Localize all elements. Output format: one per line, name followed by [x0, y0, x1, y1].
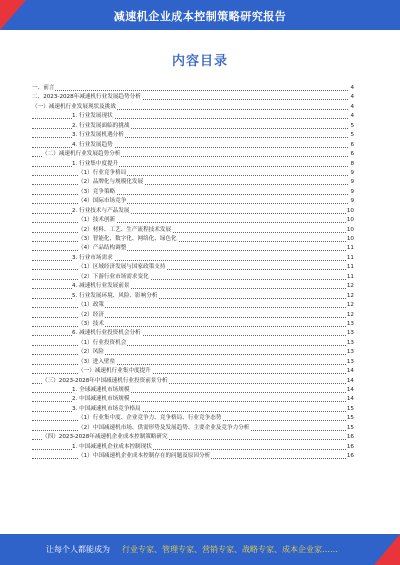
toc-entry-text: 一、前言	[32, 85, 55, 91]
toc-entry-page: 12	[346, 311, 354, 320]
toc-entry-page: 12	[346, 282, 354, 291]
toc-entry[interactable]	[32, 207, 354, 216]
toc-entry-page: 6	[349, 150, 354, 159]
footer-bar	[0, 534, 400, 565]
toc-entry-page: 8	[349, 160, 354, 169]
toc-heading: 内容目录	[171, 54, 228, 69]
toc-entry[interactable]	[32, 395, 354, 404]
toc-entry-page: 9	[349, 169, 354, 178]
table-of-contents	[32, 84, 354, 462]
toc-entry-text: 5. 行业发展环境、风险、影响分析	[72, 292, 158, 299]
toc-entry-page: 15	[346, 424, 354, 433]
toc-entry-page: 13	[346, 329, 354, 338]
toc-entry-page: 4	[349, 84, 354, 93]
toc-entry[interactable]	[32, 254, 354, 263]
toc-entry[interactable]	[32, 103, 354, 112]
toc-entry-page: 15	[346, 414, 354, 423]
toc-entry[interactable]	[32, 358, 354, 367]
toc-entry[interactable]	[32, 150, 354, 159]
toc-entry-text: （3）智能化、数字化、网络化、绿色化	[78, 236, 177, 242]
header-bar	[0, 0, 400, 30]
toc-entry-text: 3. 行业发展机遇分析	[72, 132, 124, 139]
toc-entry-page: 4	[349, 112, 354, 121]
toc-entry-page: 13	[346, 339, 354, 348]
toc-entry-page: 11	[346, 244, 354, 253]
toc-entry[interactable]	[32, 414, 354, 423]
toc-entry-page: 12	[346, 292, 354, 301]
toc-entry-text: （4）国际市场竞争	[78, 198, 127, 205]
toc-entry[interactable]	[32, 188, 354, 197]
toc-entry-text: （1）技术创新	[78, 217, 116, 224]
toc-entry[interactable]	[32, 292, 354, 301]
toc-entry[interactable]	[32, 377, 354, 386]
toc-entry-text: （3）竞争策略	[78, 188, 116, 195]
toc-entry[interactable]	[32, 160, 354, 169]
toc-entry[interactable]	[32, 244, 354, 253]
toc-entry[interactable]	[32, 443, 354, 452]
toc-entry-page: 6	[349, 141, 354, 150]
toc-entry[interactable]	[32, 320, 354, 329]
toc-entry-text: 1. 行业发展现状	[72, 113, 113, 120]
toc-entry-text: （1）中国减速机企业成本控制存在的问题及原因分析	[78, 453, 211, 460]
toc-entry[interactable]	[32, 131, 354, 140]
toc-entry-page: 10	[346, 216, 354, 225]
toc-entry[interactable]	[32, 216, 354, 225]
toc-leader	[32, 90, 354, 91]
toc-entry-page: 11	[346, 254, 354, 263]
toc-entry[interactable]	[32, 263, 354, 272]
toc-entry[interactable]	[32, 348, 354, 357]
toc-entry[interactable]	[32, 273, 354, 282]
toc-entry[interactable]	[32, 405, 354, 414]
toc-entry-page: 16	[346, 433, 354, 442]
toc-entry-text: （1）区域经济发展与国家政策支持	[78, 264, 166, 271]
toc-entry-text: 二、2023-2028年减速机行业发展趋势分析	[32, 94, 141, 101]
toc-entry-page: 14	[346, 395, 354, 404]
toc-entry[interactable]	[32, 141, 354, 150]
toc-entry-text: 2. 行业技术与产品发展	[72, 207, 130, 214]
toc-entry-page: 16	[346, 452, 354, 461]
toc-entry-page: 10	[346, 235, 354, 244]
footer-slogan: 让每个人都能成为	[46, 545, 110, 554]
toc-entry[interactable]	[32, 433, 354, 442]
footer-accent	[374, 534, 400, 565]
toc-entry[interactable]	[32, 367, 354, 376]
toc-entry-text: （2）下游行业市场需求变化	[78, 273, 149, 280]
toc-entry[interactable]	[32, 452, 354, 461]
toc-entry-text: 4. 减速机行业发展前景	[72, 283, 130, 290]
toc-entry-text: 1. 行业集中度提升	[72, 160, 119, 167]
toc-entry[interactable]	[32, 178, 354, 187]
toc-entry[interactable]	[32, 386, 354, 395]
toc-entry-page: 16	[346, 443, 354, 452]
toc-entry-text: （2）中国减速机市场、供需形势及发展趋势、主要企业及竞争力分析	[78, 424, 250, 431]
toc-entry[interactable]	[32, 226, 354, 235]
toc-entry[interactable]	[32, 93, 354, 102]
toc-entry-page: 11	[346, 263, 354, 272]
toc-entry-text: （二）减速机行业发展趋势分析	[42, 151, 121, 158]
toc-entry-page: 15	[346, 405, 354, 414]
toc-entry-page: 5	[349, 122, 354, 131]
toc-entry[interactable]	[32, 197, 354, 206]
toc-entry-page: 13	[346, 358, 354, 367]
toc-entry[interactable]	[32, 311, 354, 320]
toc-entry-page: 9	[349, 178, 354, 187]
toc-entry-page: 4	[349, 93, 354, 102]
toc-entry[interactable]	[32, 84, 354, 93]
toc-entry-page: 13	[346, 320, 354, 329]
toc-entry-page: 5	[349, 131, 354, 140]
toc-entry-text: （2）品牌化与规模化发展	[78, 179, 144, 186]
toc-entry-page: 9	[349, 188, 354, 197]
toc-entry-page: 9	[349, 197, 354, 206]
toc-entry[interactable]	[32, 235, 354, 244]
toc-entry-text: 6. 减速机行业投资机会分析	[72, 330, 141, 337]
toc-entry-page: 10	[346, 226, 354, 235]
toc-entry-text: （一）减速机行业发展现状及挑战	[32, 103, 116, 110]
toc-entry-text: （2）风险	[78, 349, 104, 356]
report-title: 减速机企业成本控制策略研究报告	[113, 10, 287, 23]
toc-entry-text: （2）材料、工艺、生产流程技术发展	[78, 226, 172, 233]
toc-entry-page: 14	[346, 377, 354, 386]
toc-entry[interactable]	[32, 169, 354, 178]
toc-entry-text: （1）政策	[78, 302, 104, 309]
toc-entry[interactable]	[32, 301, 354, 310]
toc-entry-text: 4. 行业发展趋势	[72, 141, 113, 148]
toc-entry[interactable]	[32, 122, 354, 131]
toc-entry-text: 1. 全球减速机市场规模	[72, 387, 130, 393]
toc-entry[interactable]	[32, 282, 354, 291]
toc-entry-text: （四）2023-2028年减速机企业成本控制策略研究	[42, 434, 168, 441]
toc-entry-page: 12	[346, 301, 354, 310]
toc-entry-page: 11	[346, 273, 354, 282]
toc-entry[interactable]	[32, 329, 354, 338]
toc-entry-page: 14	[346, 367, 354, 376]
toc-entry-text: （4）产品结构调整	[78, 245, 127, 252]
toc-entry-page: 13	[346, 348, 354, 357]
footer-roles: 行业专家、管理专家、营销专家、战略专家、成本企业家……	[122, 545, 338, 554]
toc-entry-text: （一）减速机行业集中度提升	[78, 368, 151, 375]
toc-entry-page: 4	[349, 103, 354, 112]
toc-entry-text: 1. 中国减速机企业成本控制现状	[72, 443, 152, 450]
toc-entry-text: 3. 中国减速机市场竞争格局	[72, 405, 141, 412]
toc-entry-page: 10	[346, 207, 354, 216]
toc-entry-page: 14	[346, 386, 354, 395]
toc-entry[interactable]	[32, 339, 354, 348]
toc-entry-text: 2. 行业发展面临的挑战	[72, 122, 130, 129]
toc-entry-text: （3）进入壁垒	[78, 358, 116, 365]
toc-entry-text: （3）技术	[78, 320, 104, 327]
toc-entry-text: （1）行业竞争格局	[78, 169, 127, 176]
toc-entry[interactable]	[32, 112, 354, 121]
toc-entry-text: （1）行业集中度、企业竞争力、竞争格局、行业竞争态势	[78, 415, 222, 422]
toc-entry-text: （三）2023-2028年中国减速机行业投资前景分析	[42, 377, 168, 384]
toc-entry-text: 2. 中国减速机市场规模	[72, 396, 130, 403]
toc-entry-text: （1）行业投资机会	[78, 339, 127, 346]
toc-entry-text: （2）经济	[78, 311, 104, 318]
toc-entry-text: 3. 行业市场需求	[72, 254, 113, 261]
toc-entry[interactable]	[32, 424, 354, 433]
